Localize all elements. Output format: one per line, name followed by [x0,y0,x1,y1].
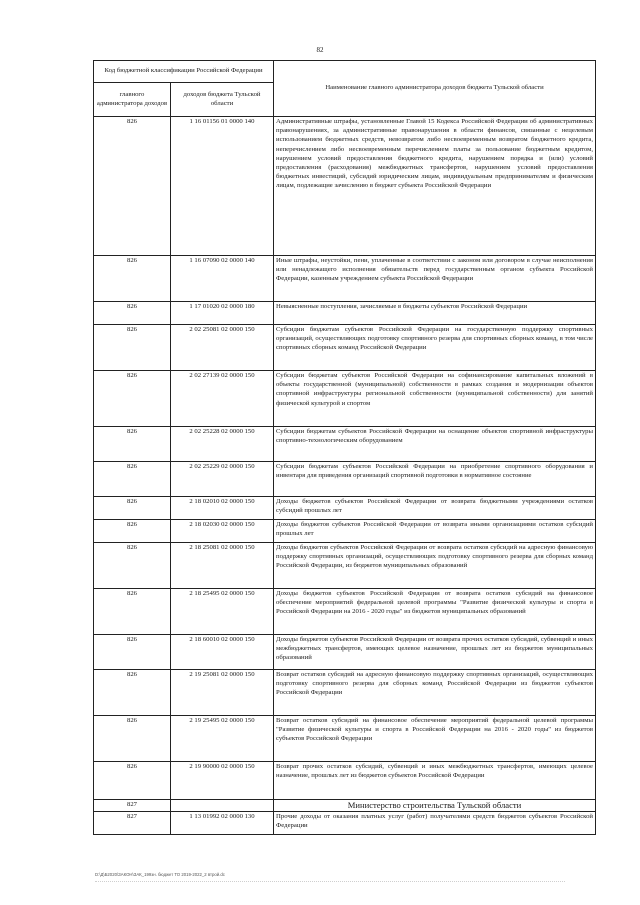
table-row [94,256,596,302]
table-row [94,543,596,589]
table-row [94,325,596,371]
table-row [94,716,596,762]
income-code: 2 18 60010 02 0000 150 [171,635,274,670]
income-name: Субсидии бюджетам субъектов Российской Федерации на государственную поддержку спортивных организаций, осуществляющих подготовку спортивного резерва для спортивных сборных команд, в том числе спортивных сборных команд Российской Федерации [274,325,596,371]
income-name: Субсидии бюджетам субъектов Российской Федерации на оснащение объектов спортивной инфраструктуры спортивно-технологическим оборудованием [274,427,596,462]
income-code: 1 17 01020 02 0000 180 [171,302,274,325]
income-code: 2 19 90000 02 0000 150 [171,762,274,800]
income-name: Прочие доходы от оказания платных услуг (работ) получателями средств бюджетов субъектов Российской Федерации [274,812,596,835]
income-code: 1 16 07090 02 0000 140 [171,256,274,302]
admin-code: 826 [94,670,171,716]
admin-code: 826 [94,462,171,497]
revenue-administrators-table [93,60,596,835]
table-row [94,762,596,800]
income-name: Возврат остатков субсидий на адресную финансовую поддержку спортивных организаций, осуществляющих подготовку спортивного резерва для сборных команд Российской Федерации из бюджетов субъектов Российской Федерации [274,670,596,716]
income-code [171,800,274,812]
admin-code: 826 [94,589,171,635]
income-name: Иные штрафы, неустойки, пени, уплаченные в соответствии с законом или договором в случае неисполнения или ненадлежащего исполнения обязательств перед государственным органом субъекта Российской Федерации, казенным учреждением субъекта Российской Федерации [274,256,596,302]
section-row [94,800,596,812]
file-path-footer: D:\Д\Б2020\ЗАКОН\ЗАК_199зн. бюджет ТО 2019-2022_2 втрой.dc [95,872,225,877]
table-row [94,497,596,520]
income-name: Возврат остатков субсидий на финансовое обеспечение мероприятий федеральной целевой программы "Развитие физической культуры и спорта в Российской Федерации на 2016 - 2020 годы" из бюджетов субъектов Российской Федерации [274,716,596,762]
income-code: 2 19 25081 02 0000 150 [171,670,274,716]
income-code: 2 18 02030 02 0000 150 [171,520,274,543]
admin-code: 826 [94,371,171,427]
table-row [94,670,596,716]
admin-code: 827 [94,800,171,812]
table-row [94,427,596,462]
income-name: Доходы бюджетов субъектов Российской Федерации от возврата бюджетными учреждениями остатков субсидий прошлых лет [274,497,596,520]
income-name: Субсидии бюджетам субъектов Российской Федерации на приобретение спортивного оборудования и инвентаря для приведения организаций спортивной подготовки в нормативное состояние [274,462,596,497]
name-column-header: Наименование главного администратора доходов бюджета Тульской области [274,61,596,117]
admin-code: 826 [94,497,171,520]
table-row [94,462,596,497]
income-code: 2 18 02010 02 0000 150 [171,497,274,520]
admin-code: 826 [94,716,171,762]
admin-column-header: главного администратора доходов [94,83,171,117]
admin-code: 826 [94,117,171,256]
page-number: 82 [316,46,324,54]
admin-code: 826 [94,256,171,302]
income-code: 2 02 25081 02 0000 150 [171,325,274,371]
income-name: Доходы бюджетов субъектов Российской Федерации от возврата остатков субсидий на финансовое обеспечение мероприятий федеральной целевой программы "Развитие физической культуры и спорта в Российской Федерации на 2016 - 2020 годы" из бюджетов муниципальных образований [274,589,596,635]
income-name: Административные штрафы, установленные Главой 15 Кодекса Российской Федерации об административных правонарушениях, за административные правонарушения в области финансов, связанные с нецелевым использованием бюджетных средств, невозвратом либо несвоевременным возвратом бюджетного кредита, неперечислением либо несвоевременным перечислением платы за пользование бюджетным кредитом, нарушением условий предоставления бюджетного кредита, нарушением порядка и (или) условий предоставления (расходования) межбюджетных трансфертов, нарушением условий предоставления бюджетных инвестиций, субсидий юридическим лицам, индивидуальным предпринимателям и физическим лицам, подлежащие зачислению в бюджет субъекта Российской Федерации [274,117,596,256]
admin-code: 826 [94,427,171,462]
code-group-header: Код бюджетной классификации Российской Федерации [94,61,274,83]
scan-artifact-line [95,881,565,882]
admin-code: 826 [94,543,171,589]
table-row [94,302,596,325]
income-code: 2 18 25081 02 0000 150 [171,543,274,589]
income-column-header: доходов бюджета Тульской области [171,83,274,117]
table-row [94,371,596,427]
income-name: Невыясненные поступления, зачисляемые в бюджеты субъектов Российской Федерации [274,302,596,325]
income-name: Доходы бюджетов субъектов Российской Федерации от возврата иными организациями остатков субсидий прошлых лет [274,520,596,543]
table-row [94,117,596,256]
section-title: Министерство строительства Тульской области [274,800,596,812]
admin-code: 827 [94,812,171,835]
admin-code: 826 [94,302,171,325]
table-row [94,520,596,543]
table-row [94,589,596,635]
income-name: Субсидии бюджетам субъектов Российской Федерации на софинансирование капитальных вложений в объекты государственной (муниципальной) собственности в рамках создания и модернизации объектов спортивной инфраструктуры региональной собственности (муниципальной собственности) для занятий физической культурой и спортом [274,371,596,427]
admin-code: 826 [94,635,171,670]
income-code: 1 16 01156 01 0000 140 [171,117,274,256]
income-code: 2 18 25495 02 0000 150 [171,589,274,635]
table-header-row [94,61,596,83]
income-code: 2 02 27139 02 0000 150 [171,371,274,427]
income-name: Доходы бюджетов субъектов Российской Федерации от возврата прочих остатков субсидий, субвенций и иных межбюджетных трансфертов, имеющих целевое назначение, прошлых лет из бюджетов муниципальных образований [274,635,596,670]
admin-code: 826 [94,520,171,543]
income-name: Доходы бюджетов субъектов Российской Федерации от возврата остатков субсидий на адресную финансовую поддержку спортивных организаций, осуществляющих подготовку спортивного резерва для сборных команд Российской Федерации, из бюджетов муниципальных образований [274,543,596,589]
table-row [94,812,596,835]
income-code: 2 02 25229 02 0000 150 [171,462,274,497]
income-name: Возврат прочих остатков субсидий, субвенций и иных межбюджетных трансфертов, имеющих целевое назначение, прошлых лет из бюджетов субъектов Российской Федерации [274,762,596,800]
income-code: 1 13 01992 02 0000 130 [171,812,274,835]
admin-code: 826 [94,325,171,371]
income-code: 2 02 25228 02 0000 150 [171,427,274,462]
table-row [94,635,596,670]
income-code: 2 19 25495 02 0000 150 [171,716,274,762]
admin-code: 826 [94,762,171,800]
